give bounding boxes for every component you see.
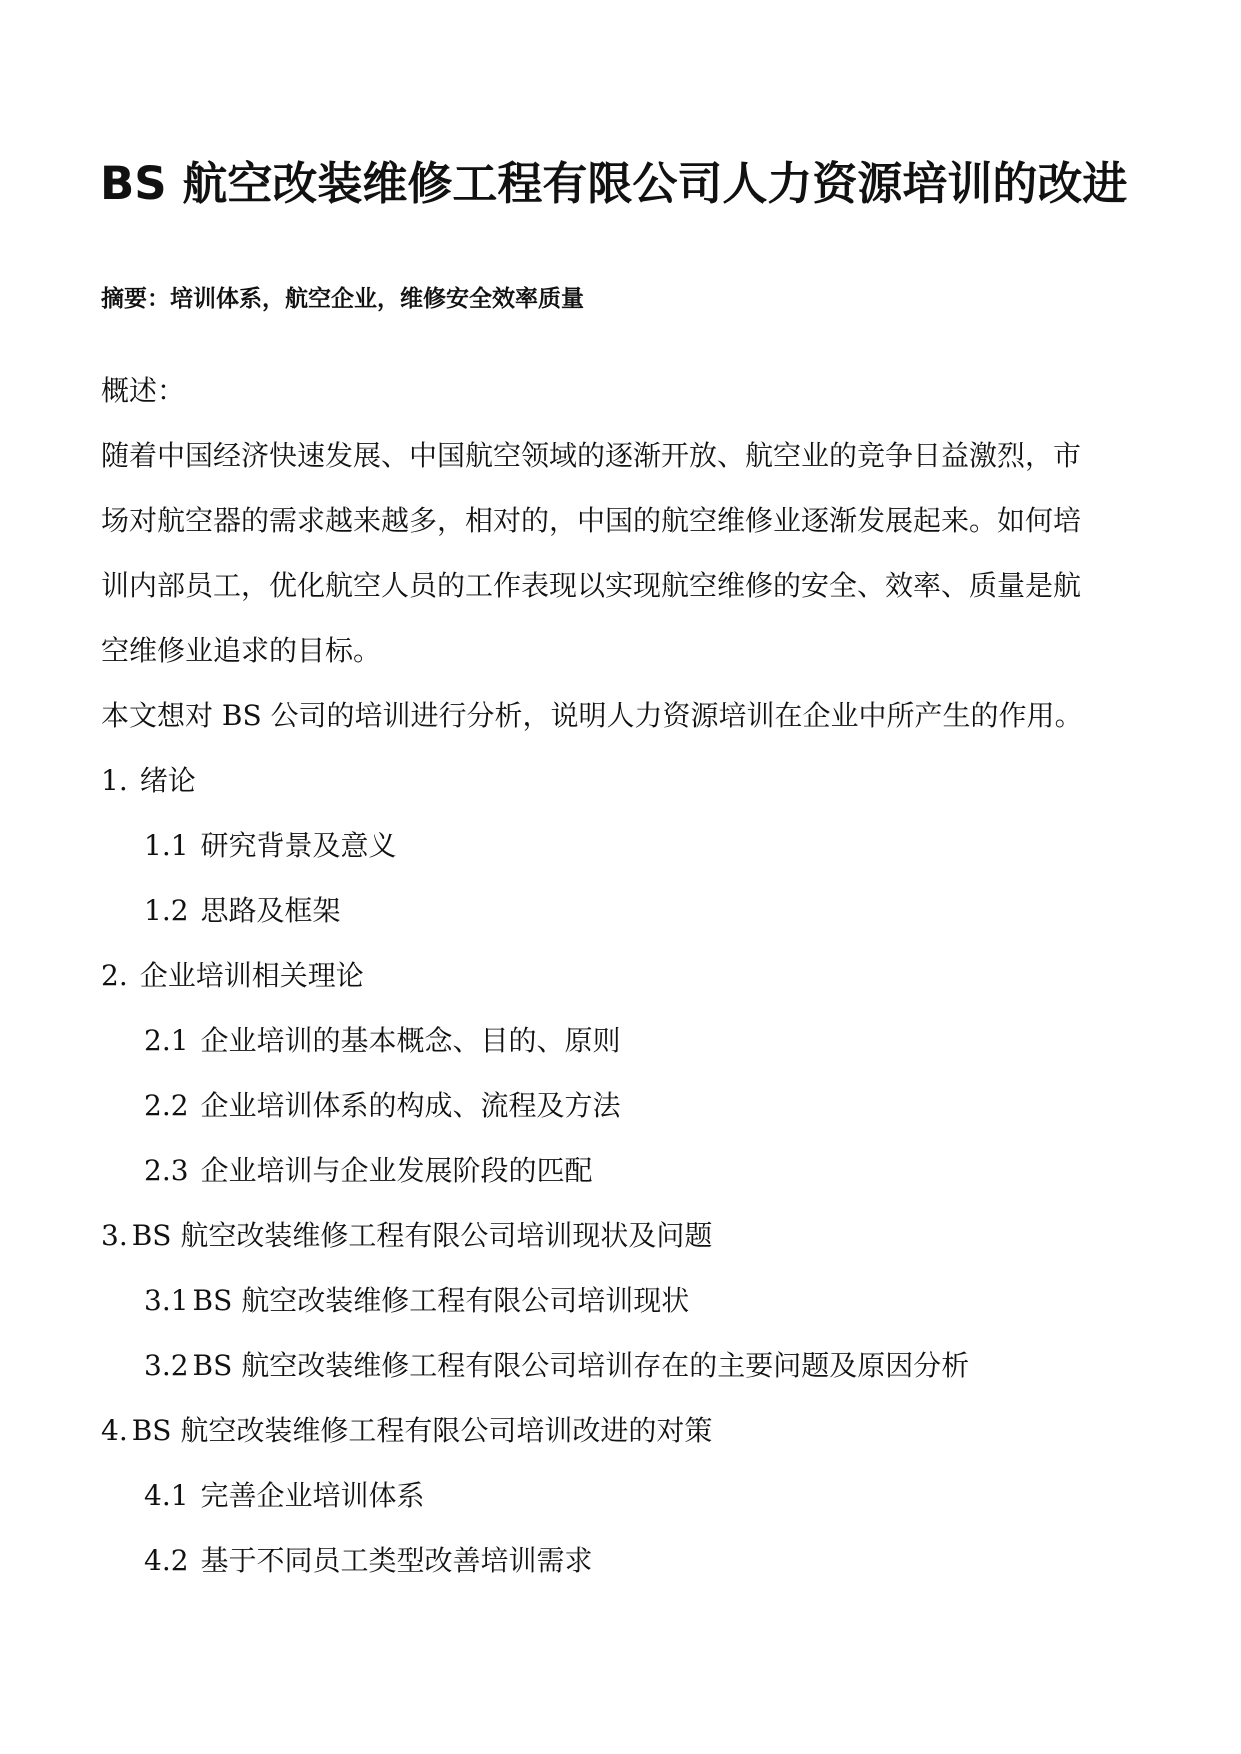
toc-text: 企业培训相关理论 <box>139 959 364 992</box>
toc-number: 3. <box>101 1219 128 1252</box>
toc-section <box>101 1268 1141 1333</box>
toc-text: 完善企业培训体系 <box>200 1479 425 1512</box>
toc-chapter <box>101 1203 1141 1268</box>
toc-section <box>101 878 1141 943</box>
purpose-paragraph: 本文想对 BS 公司的培训进行分析，说明人力资源培训在企业中所产生的作用。 <box>101 699 1083 732</box>
toc-number: 1.1 <box>144 829 189 862</box>
paragraph-line: 场对航空器的需求越来越多，相对的，中国的航空维修业逐渐发展起来。如何培 <box>101 504 1082 537</box>
toc-section <box>101 1528 1141 1593</box>
toc-chapter <box>101 1398 1141 1463</box>
toc-text: 企业培训体系的构成、流程及方法 <box>200 1089 621 1122</box>
toc-text: BS 航空改装维修工程有限公司培训现状及问题 <box>131 1219 713 1252</box>
paragraph-line: 随着中国经济快速发展、中国航空领域的逐渐开放、航空业的竞争日益激烈，市 <box>101 439 1082 472</box>
toc-text: 研究背景及意义 <box>200 829 397 862</box>
intro-paragraph <box>101 423 1141 683</box>
toc-number: 4.1 <box>144 1479 189 1512</box>
document-body <box>101 358 1141 1593</box>
toc-number: 2.1 <box>144 1024 189 1057</box>
table-of-contents <box>101 748 1141 1593</box>
toc-section <box>101 813 1141 878</box>
paragraph-line: 空维修业追求的目标。 <box>101 634 382 667</box>
toc-text: BS 航空改装维修工程有限公司培训现状 <box>192 1284 690 1317</box>
toc-section <box>101 1463 1141 1528</box>
toc-text: BS 航空改装维修工程有限公司培训存在的主要问题及原因分析 <box>192 1349 970 1382</box>
toc-section <box>101 1138 1141 1203</box>
toc-number: 1.2 <box>144 894 189 927</box>
paragraph-line: 训内部员工，优化航空人员的工作表现以实现航空维修的安全、效率、质量是航 <box>101 569 1082 602</box>
toc-section <box>101 1073 1141 1138</box>
document-title: BS 航空改装维修工程有限公司人力资源培训的改进 <box>100 157 1128 210</box>
toc-number: 2.3 <box>144 1154 189 1187</box>
toc-number: 1. <box>101 764 128 797</box>
toc-number: 4.2 <box>144 1544 189 1577</box>
toc-number: 2.2 <box>144 1089 189 1122</box>
toc-chapter <box>101 943 1141 1008</box>
toc-section <box>101 1333 1141 1398</box>
toc-number: 3.2 <box>144 1349 189 1382</box>
toc-text: BS 航空改装维修工程有限公司培训改进的对策 <box>131 1414 713 1447</box>
toc-section <box>101 1008 1141 1073</box>
toc-chapter <box>101 748 1141 813</box>
toc-text: 企业培训与企业发展阶段的匹配 <box>200 1154 593 1187</box>
abstract-keywords: 摘要：培训体系，航空企业，维修安全效率质量 <box>101 286 584 312</box>
toc-text: 企业培训的基本概念、目的、原则 <box>200 1024 621 1057</box>
overview-label: 概述： <box>101 374 186 407</box>
toc-number: 3.1 <box>144 1284 189 1317</box>
toc-text: 基于不同员工类型改善培训需求 <box>200 1544 593 1577</box>
toc-number: 2. <box>101 959 128 992</box>
toc-text: 思路及框架 <box>200 894 341 927</box>
toc-number: 4. <box>101 1414 128 1447</box>
toc-text: 绪论 <box>139 764 196 797</box>
